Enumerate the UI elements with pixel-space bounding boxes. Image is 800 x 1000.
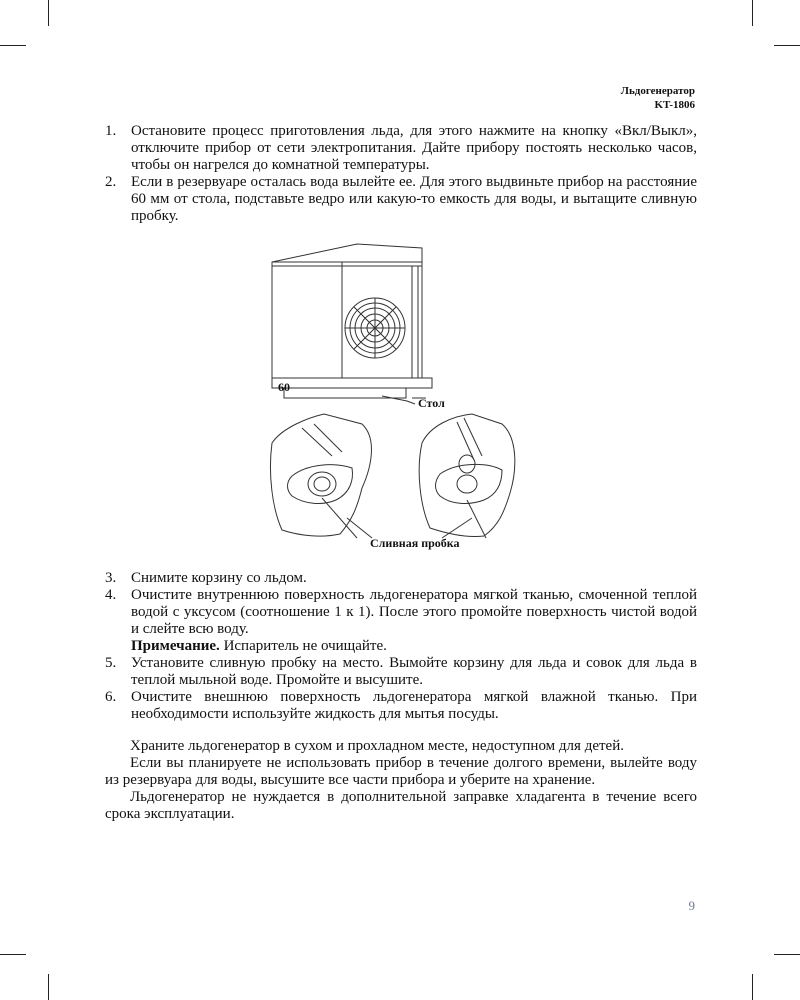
header-model: KT-1806 <box>654 99 695 111</box>
step-number: 3. <box>105 570 117 586</box>
list-item <box>105 123 697 174</box>
steps-list-bottom <box>105 570 697 723</box>
crop-mark <box>774 954 800 955</box>
step-text: Очистите внутреннюю поверхность льдогенератора мягкой тканью, смоченной теплой водой с уксусом (соотношение 1 к 1). После этого промойте поверхность чистой водой и слейте всю воду. <box>131 587 697 637</box>
step-number: 5. <box>105 655 117 671</box>
crop-mark <box>752 974 753 1000</box>
note-text: Испаритель не очищайте. <box>219 638 387 654</box>
step-number: 2. <box>105 174 117 190</box>
list-item <box>105 689 697 723</box>
step-number: 6. <box>105 689 117 705</box>
ice-maker-illustration <box>262 238 542 558</box>
paragraph: Если вы планируете не использовать прибор в течение долгого времени, вылейте воду из резервуара для воды, высушите все части прибора и уберите на хранение. <box>105 755 697 788</box>
page-number: 9 <box>688 898 695 913</box>
paragraph: Льдогенератор не нуждается в дополнительной заправке хладагента в течение всего срока эксплуатации. <box>105 789 697 822</box>
crop-mark <box>48 974 49 1000</box>
step-text: Очистите внешнюю поверхность льдогенератора мягкой влажной тканью. При необходимости используйте жидкость для мытья посуды. <box>131 689 697 722</box>
step-number: 1. <box>105 123 117 139</box>
step-text: Установите сливную пробку на место. Вымойте корзину для льда и совок для льда в теплой мыльной воде. Промойте и высушите. <box>131 655 697 688</box>
list-item <box>105 655 697 689</box>
step-text: Снимите корзину со льдом. <box>131 570 307 586</box>
paragraph: Храните льдогенератор в сухом и прохладном месте, недоступном для детей. <box>130 738 624 754</box>
crop-mark <box>774 45 800 46</box>
list-item <box>105 174 697 225</box>
page-header <box>621 84 695 112</box>
header-product: Льдогенератор <box>620 85 695 97</box>
storage-paragraphs <box>105 738 697 823</box>
dimension-label: 60 <box>278 380 290 394</box>
note-label: Примечание. <box>131 638 220 654</box>
step-text: Если в резервуаре осталась вода вылейте ее. Для этого выдвиньте прибор на расстояние 60 мм от стола, подставьте ведро или какую-то емкость для воды, и вытащите сливную пробку. <box>131 174 697 224</box>
drain-plug-label: Сливная пробка <box>370 536 460 550</box>
crop-mark <box>0 954 26 955</box>
list-item <box>105 587 697 638</box>
drain-plug-figure <box>262 238 542 558</box>
list-item <box>105 570 697 587</box>
step-text: Остановите процесс приготовления льда, для этого нажмите на кнопку «Вкл/Выкл», отключите прибор от сети электропитания. Дайте прибору постоять несколько часов, чтобы он нагрелся до комнатной температуры. <box>131 123 697 173</box>
note <box>105 638 697 655</box>
crop-mark <box>48 0 49 26</box>
steps-list-top <box>105 123 697 225</box>
table-label: Стол <box>418 396 445 410</box>
crop-mark <box>0 45 26 46</box>
crop-mark <box>752 0 753 26</box>
step-number: 4. <box>105 587 117 603</box>
